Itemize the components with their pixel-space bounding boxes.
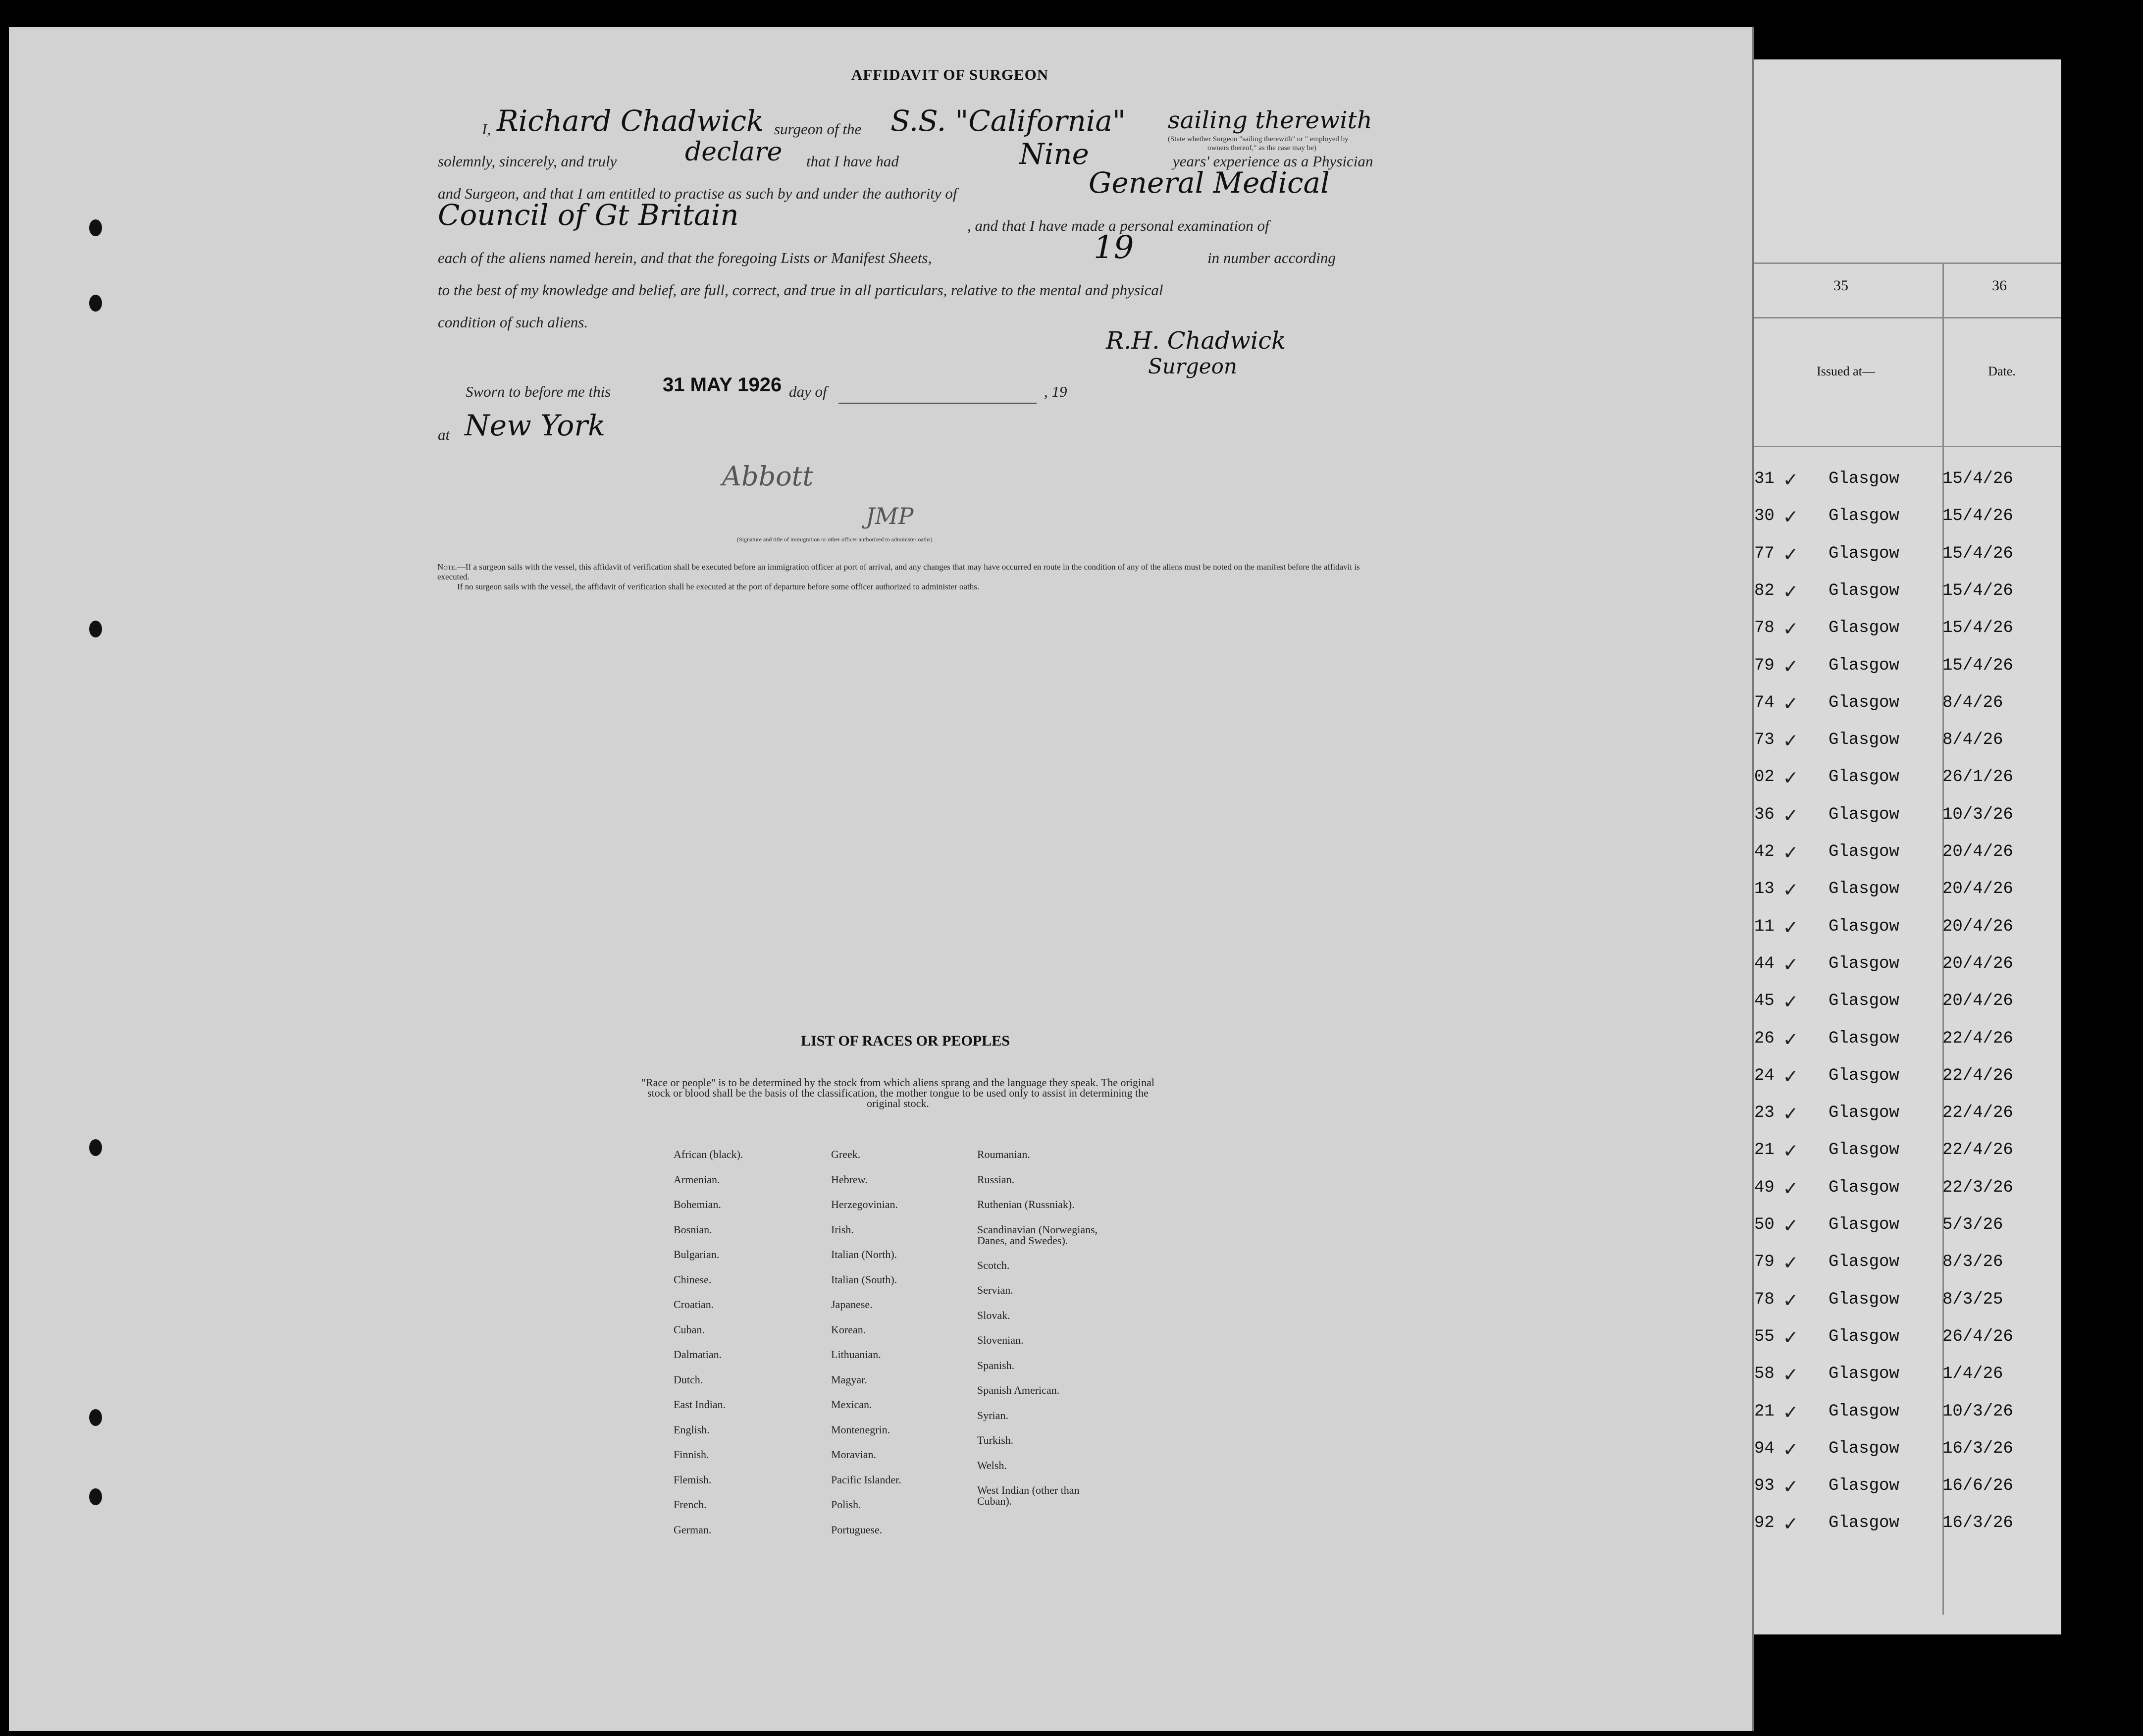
row-number: 79: [1754, 1253, 1775, 1272]
issued-at-cell: Glasgow: [1829, 1290, 1899, 1309]
issued-at-cell: Glasgow: [1829, 1178, 1899, 1197]
race-item: Montenegrin.: [831, 1423, 890, 1436]
check-mark-icon: ✓: [1784, 1513, 1797, 1538]
sheet-count: 19: [1094, 229, 1134, 266]
check-mark-icon: ✓: [1784, 879, 1797, 904]
row-number: 55: [1754, 1327, 1775, 1346]
row-number: 78: [1754, 1290, 1775, 1309]
check-mark-icon: ✓: [1784, 767, 1797, 792]
issued-at-cell: Glasgow: [1829, 1066, 1899, 1085]
officer-signature-label: (Signature and title of immigration or other officer authorized to administer oaths): [737, 536, 933, 543]
date-cell: 20/4/26: [1942, 880, 2013, 899]
race-item: Hebrew.: [831, 1173, 868, 1186]
issued-at-cell: Glasgow: [1829, 880, 1899, 899]
issued-at-cell: Glasgow: [1829, 992, 1899, 1011]
check-mark-icon: ✓: [1784, 1177, 1797, 1202]
date-cell: 20/4/26: [1942, 992, 2013, 1011]
date-cell: 22/4/26: [1942, 1104, 2013, 1123]
date-cell: 8/3/26: [1942, 1253, 2003, 1272]
date-cell: 20/4/26: [1942, 842, 2013, 861]
column-header-date: Date.: [1988, 364, 2016, 378]
race-item: Roumanian.: [977, 1148, 1030, 1160]
issued-at-cell: Glasgow: [1829, 768, 1899, 787]
row-number: 49: [1754, 1178, 1775, 1197]
race-item: Herzegovinian.: [831, 1198, 898, 1210]
date-cell: 15/4/26: [1942, 656, 2013, 675]
race-item: Chinese.: [674, 1273, 712, 1286]
race-item: Greek.: [831, 1148, 861, 1160]
check-mark-icon: ✓: [1784, 916, 1797, 941]
date-cell: 16/3/26: [1942, 1439, 2013, 1458]
race-item: Flemish.: [674, 1473, 712, 1486]
row-number: 26: [1754, 1029, 1775, 1048]
race-item: German.: [674, 1523, 712, 1536]
check-mark-icon: ✓: [1784, 1214, 1797, 1239]
date-cell: 10/3/26: [1942, 805, 2013, 824]
row-number: 82: [1754, 581, 1775, 600]
race-item: West Indian (other than Cuban).: [977, 1484, 1080, 1507]
issued-at-cell: Glasgow: [1829, 805, 1899, 824]
sailing-note: owners thereof," as the case may be): [1207, 144, 1316, 152]
check-mark-icon: ✓: [1784, 469, 1797, 493]
authority-name-continued: Council of Gt Britain: [438, 198, 739, 232]
race-item: Russian.: [977, 1173, 1015, 1186]
affidavit-text: each of the aliens named herein, and that the foregoing Lists or Manifest Sheets,: [438, 249, 932, 266]
years-experience: Nine: [1019, 137, 1089, 171]
race-item: French.: [674, 1498, 707, 1511]
issued-at-cell: Glasgow: [1829, 1141, 1899, 1160]
issued-at-cell: Glasgow: [1829, 1253, 1899, 1272]
punch-hole: [89, 1409, 102, 1426]
note-text-2: If no surgeon sails with the vessel, the affidavit of verification shall be executed at the port of departure before some officer authorized to administer oaths.: [457, 582, 980, 591]
race-item: Armenian.: [674, 1173, 720, 1186]
officer-initials: JMP: [866, 503, 914, 529]
sworn-underline: [838, 403, 1037, 404]
race-item: Ruthenian (Russniak).: [977, 1198, 1075, 1210]
date-cell: 15/4/26: [1942, 470, 2013, 488]
row-number: 42: [1754, 842, 1775, 861]
sailing-note: (State whether Surgeon "sailing therewith" or " employed by: [1168, 135, 1349, 143]
check-mark-icon: ✓: [1784, 580, 1797, 605]
check-mark-icon: ✓: [1784, 842, 1797, 866]
check-mark-icon: ✓: [1784, 543, 1797, 568]
affidavit-text: in number according: [1207, 249, 1336, 266]
check-mark-icon: ✓: [1784, 804, 1797, 829]
race-item: Croatian.: [674, 1298, 714, 1311]
issued-at-cell: Glasgow: [1829, 1215, 1899, 1234]
affidavit-text: that I have had: [806, 153, 899, 170]
check-mark-icon: ✓: [1784, 1364, 1797, 1389]
affidavit-text: years' experience as a Physician: [1173, 153, 1373, 170]
punch-hole: [89, 1139, 102, 1156]
check-mark-icon: ✓: [1784, 730, 1797, 755]
sworn-text: , 19: [1044, 383, 1067, 400]
check-mark-icon: ✓: [1784, 991, 1797, 1016]
row-number: 44: [1754, 954, 1775, 973]
check-mark-icon: ✓: [1784, 953, 1797, 978]
date-cell: 8/4/26: [1942, 693, 2003, 712]
date-cell: 22/4/26: [1942, 1066, 2013, 1085]
issued-at-cell: Glasgow: [1829, 1476, 1899, 1496]
date-cell: 1/4/26: [1942, 1365, 2003, 1384]
row-number: 74: [1754, 693, 1775, 712]
affidavit-text: I,: [482, 120, 491, 138]
date-cell: 20/4/26: [1942, 954, 2013, 973]
race-item: Irish.: [831, 1223, 854, 1236]
row-number: 36: [1754, 805, 1775, 824]
date-cell: 8/4/26: [1942, 731, 2003, 750]
row-number: 02: [1754, 768, 1775, 787]
row-number: 77: [1754, 544, 1775, 563]
issued-at-cell: Glasgow: [1829, 917, 1899, 936]
row-number: 21: [1754, 1141, 1775, 1160]
check-mark-icon: ✓: [1784, 1475, 1797, 1501]
race-item: Lithuanian.: [831, 1348, 881, 1361]
note-text: —If a surgeon sails with the vessel, this affidavit of verification shall be executed before an immigration officer at port of arrival, and any changes that may have occurred en route in the condition of any of the aliens must be noted on the manifest before the affidavit is executed.: [437, 562, 1360, 581]
check-mark-icon: ✓: [1784, 1401, 1797, 1426]
check-mark-icon: ✓: [1784, 1438, 1797, 1463]
row-number: 92: [1754, 1514, 1775, 1533]
sworn-place: New York: [465, 409, 606, 442]
issued-at-cell: Glasgow: [1829, 656, 1899, 675]
punch-hole: [89, 219, 102, 236]
check-mark-icon: ✓: [1784, 1326, 1797, 1351]
race-item: Polish.: [831, 1498, 861, 1511]
issued-at-cell: Glasgow: [1829, 1104, 1899, 1123]
sworn-text: Sworn to before me this: [466, 383, 611, 400]
issued-at-cell: Glasgow: [1829, 731, 1899, 750]
sailing-status: sailing therewith: [1168, 106, 1372, 134]
race-item: Pacific Islander.: [831, 1473, 901, 1486]
issued-at-cell: Glasgow: [1829, 1439, 1899, 1458]
date-cell: 15/4/26: [1942, 507, 2013, 526]
row-number: 23: [1754, 1104, 1775, 1123]
race-item: Syrian.: [977, 1409, 1008, 1421]
issued-at-cell: Glasgow: [1829, 1365, 1899, 1384]
check-mark-icon: ✓: [1784, 506, 1797, 531]
punch-hole: [89, 295, 102, 312]
race-item: Slovenian.: [977, 1334, 1024, 1346]
officer-signature: Abbott: [722, 461, 814, 492]
issued-at-cell: Glasgow: [1829, 1514, 1899, 1533]
race-item: Dutch.: [674, 1373, 703, 1386]
row-number: 73: [1754, 731, 1775, 750]
affidavit-note: [437, 562, 1378, 592]
race-item: Spanish.: [977, 1359, 1015, 1371]
races-title: LIST OF RACES OR PEOPLES: [801, 1033, 1010, 1049]
sworn-text: day of: [789, 383, 827, 400]
race-item: Italian (South).: [831, 1273, 897, 1286]
date-cell: 22/4/26: [1942, 1141, 2013, 1160]
row-number: 11: [1754, 917, 1775, 936]
race-item: Servian.: [977, 1284, 1013, 1296]
issued-at-cell: Glasgow: [1829, 1327, 1899, 1346]
check-mark-icon: ✓: [1784, 1065, 1797, 1090]
check-mark-icon: ✓: [1784, 655, 1797, 680]
issued-at-cell: Glasgow: [1829, 470, 1899, 488]
date-cell: 16/6/26: [1942, 1476, 2013, 1496]
race-item: Finnish.: [674, 1448, 709, 1461]
issued-at-cell: Glasgow: [1829, 693, 1899, 712]
affidavit-text: surgeon of the: [774, 120, 862, 138]
surgeon-title: Surgeon: [1148, 354, 1237, 378]
column-number: 36: [1992, 277, 2007, 294]
row-number: 78: [1754, 619, 1775, 638]
race-item: Italian (North).: [831, 1248, 897, 1261]
race-item: Portuguese.: [831, 1523, 883, 1536]
issued-at-cell: Glasgow: [1829, 581, 1899, 600]
row-number: 50: [1754, 1215, 1775, 1234]
date-cell: 10/3/26: [1942, 1402, 2013, 1421]
row-number: 24: [1754, 1066, 1775, 1085]
check-mark-icon: ✓: [1784, 1140, 1797, 1165]
vessel-name: S.S. "California": [890, 104, 1126, 138]
race-item: English.: [674, 1423, 710, 1436]
date-cell: 15/4/26: [1942, 544, 2013, 563]
check-mark-icon: ✓: [1784, 618, 1797, 643]
race-item: Dalmatian.: [674, 1348, 722, 1361]
row-number: 94: [1754, 1439, 1775, 1458]
punch-hole: [89, 1488, 102, 1505]
authority-name: General Medical: [1089, 166, 1330, 200]
date-cell: 26/4/26: [1942, 1327, 2013, 1346]
issued-at-cell: Glasgow: [1829, 1029, 1899, 1048]
affidavit-title: AFFIDAVIT OF SURGEON: [851, 66, 1049, 83]
check-mark-icon: ✓: [1784, 1028, 1797, 1053]
issued-at-cell: Glasgow: [1829, 842, 1899, 861]
at-label: at: [438, 426, 450, 443]
affidavit-text: to the best of my knowledge and belief, are full, correct, and true in all particulars, relative to the mental and physical: [438, 281, 1163, 299]
race-item: Mexican.: [831, 1398, 872, 1411]
issued-at-cell: Glasgow: [1829, 954, 1899, 973]
race-item: Moravian.: [831, 1448, 877, 1461]
race-item: Magyar.: [831, 1373, 867, 1386]
date-cell: 26/1/26: [1942, 768, 2013, 787]
row-number: 31: [1754, 470, 1775, 488]
check-mark-icon: ✓: [1784, 1103, 1797, 1128]
affidavit-text: and Surgeon, and that I am entitled to practise as such by and under the authority of: [438, 185, 957, 202]
issued-at-cell: Glasgow: [1829, 544, 1899, 563]
date-cell: 22/3/26: [1942, 1178, 2013, 1197]
race-item: African (black).: [674, 1148, 743, 1160]
issued-at-cell: Glasgow: [1829, 619, 1899, 638]
date-cell: 5/3/26: [1942, 1215, 2003, 1234]
race-item: Welsh.: [977, 1459, 1007, 1472]
check-mark-icon: ✓: [1784, 1289, 1797, 1314]
race-item: Scotch.: [977, 1259, 1010, 1271]
surgeon-name: Richard Chadwick: [497, 104, 764, 138]
declare-word: declare: [685, 137, 783, 167]
races-intro: "Race or people" is to be determined by the stock from which aliens sprang and the language they speak. The original stock or blood shall be the basis of the classification, the mother tongue to be used only to assist in determining the original stock.: [641, 1076, 1154, 1109]
race-item: Turkish.: [977, 1434, 1014, 1446]
date-cell: 8/3/25: [1942, 1290, 2003, 1309]
row-number: 21: [1754, 1402, 1775, 1421]
column-header-issued-at: Issued at—: [1817, 364, 1875, 378]
row-number: 30: [1754, 507, 1775, 526]
check-mark-icon: ✓: [1784, 692, 1797, 717]
date-cell: 20/4/26: [1942, 917, 2013, 936]
check-mark-icon: ✓: [1784, 1252, 1797, 1277]
race-item: Bosnian.: [674, 1223, 712, 1236]
race-item: East Indian.: [674, 1398, 726, 1411]
row-number: 79: [1754, 656, 1775, 675]
race-item: Bulgarian.: [674, 1248, 720, 1261]
date-cell: 15/4/26: [1942, 581, 2013, 600]
race-item: Slovak.: [977, 1309, 1010, 1321]
race-item: Korean.: [831, 1323, 866, 1336]
affidavit-text: condition of such aliens.: [438, 314, 588, 331]
race-item: Cuban.: [674, 1323, 705, 1336]
issued-at-cell: Glasgow: [1829, 507, 1899, 526]
issued-at-cell: Glasgow: [1829, 1402, 1899, 1421]
row-number: 13: [1754, 880, 1775, 899]
punch-hole: [89, 621, 102, 637]
row-number: 45: [1754, 992, 1775, 1011]
row-number: 93: [1754, 1476, 1775, 1496]
date-cell: 15/4/26: [1942, 619, 2013, 638]
affidavit-text: solemnly, sincerely, and truly: [438, 153, 617, 170]
race-item: Spanish American.: [977, 1384, 1060, 1396]
race-item: Bohemian.: [674, 1198, 721, 1210]
column-number: 35: [1833, 277, 1848, 294]
race-item: Scandinavian (Norwegians, Danes, and Swedes).: [977, 1223, 1098, 1247]
affidavit-text: , and that I have made a personal examination of: [967, 217, 1269, 234]
date-cell: 22/4/26: [1942, 1029, 2013, 1048]
date-stamp: 31 MAY 1926: [663, 374, 782, 396]
row-number: 58: [1754, 1365, 1775, 1384]
note-label: Note.: [437, 562, 457, 572]
race-item: Japanese.: [831, 1298, 873, 1311]
surgeon-signature: R.H. Chadwick: [1106, 327, 1286, 355]
affidavit-page: [9, 27, 1754, 1731]
date-cell: 16/3/26: [1942, 1514, 2013, 1533]
